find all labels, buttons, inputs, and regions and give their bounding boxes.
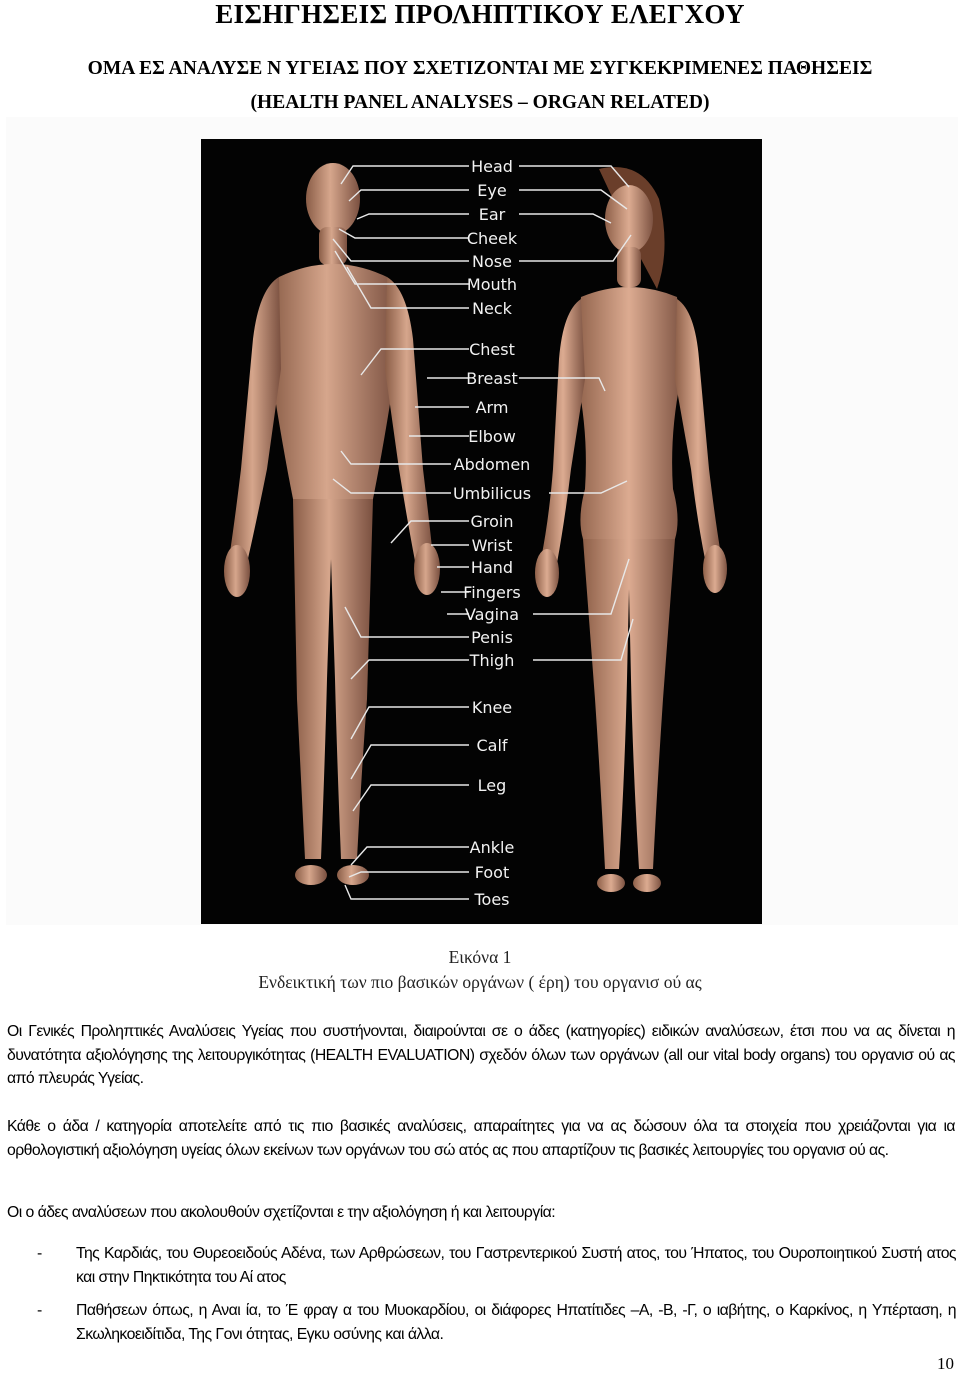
male-right-hand <box>414 543 440 595</box>
anatomy-diagram <box>201 139 762 924</box>
label-breast: Breast <box>466 369 518 388</box>
male-left-hand <box>224 545 250 597</box>
male-left-arm <box>229 277 281 563</box>
label-ankle: Ankle <box>469 838 515 857</box>
label-umbilicus: Umbilicus <box>452 484 532 503</box>
female-torso <box>575 287 683 539</box>
label-cheek: Cheek <box>466 229 518 248</box>
label-fingers: Fingers <box>463 583 521 602</box>
label-thigh: Thigh <box>469 651 515 670</box>
section-subtitle-english: (HEALTH PANEL ANALYSES – ORGAN RELATED) <box>250 92 710 113</box>
section-subtitle: ΟΜΑ ΕΣ ΑΝΑΛΥΣΕ Ν ΥΓΕΙΑΣ ΠΟΥ ΣΧΕΤΙΖΟΝΤΑΙ ΜΕ ΣΥΓΚΕΚΡΙΜΕΝΕΣ ΠΑΘΗΣΕΙΣ <box>87 58 873 79</box>
male-right-arm <box>385 277 433 561</box>
male-neck <box>319 227 347 265</box>
figure-caption-number: Εικόνα 1 <box>448 947 512 967</box>
paragraph-groups: Κάθε ο άδα / κατηγορία αποτελείτε από τις πιο βασικές αναλύσεις, απαραίτητες για να ας δώσουν όλα τα στοιχεία που χρειάζονται για ια ορθολογιστική αξιολόγηση υγείας όλων εκείνων των οργάνων του σώ ατός ας που απαρτίζουν τις βασικές λειτουργίες του οργανισ ού ας. <box>7 1118 955 1159</box>
list-item-text: Της Καρδιάς, του Θυρεοειδούς Αδένα, των Αρθρώσεων, του Γαστρεντερικού Συστή ατος, του Ήπατος, του Ουροποιητικού Συστή ατος και στην Πηκτικότητα του Αί ατος <box>76 1245 956 1286</box>
label-neck: Neck <box>472 299 512 318</box>
label-hand: Hand <box>470 558 514 577</box>
female-right-hand <box>703 545 727 593</box>
label-elbow: Elbow <box>468 427 516 446</box>
male-left-foot <box>295 865 327 885</box>
list-dash: - <box>37 1302 42 1319</box>
label-penis: Penis <box>471 628 513 647</box>
female-right-foot <box>633 874 661 892</box>
female-figure <box>535 167 727 892</box>
label-eye: Eye <box>477 181 507 200</box>
label-knee: Knee <box>471 698 513 717</box>
label-groin: Groin <box>470 512 514 531</box>
label-chest: Chest <box>469 340 515 359</box>
female-head <box>605 185 653 253</box>
label-head: Head <box>471 157 513 176</box>
label-ear: Ear <box>478 205 506 224</box>
figure-caption-text: Ενδεικτική των πιο βασικών οργάνων ( έρη) του οργανισ ού ας <box>258 972 702 992</box>
label-toes: Toes <box>474 890 510 909</box>
page-number: 10 <box>937 1354 954 1373</box>
label-calf: Calf <box>476 736 508 755</box>
label-abdomen: Abdomen <box>453 455 531 474</box>
anatomy-svg <box>201 139 762 924</box>
page-title: ΕΙΣΗΓΗΣΕΙΣ ΠΡΟΛΗΠΤΙΚΟΥ ΕΛΕΓΧΟΥ <box>215 0 745 29</box>
female-right-arm <box>675 299 721 559</box>
paragraph-intro: Οι Γενικές Προληπτικές Αναλύσεις Υγείας που συστήνονται, διαιρούνται σε ο άδες (κατηγορίες) ειδικών αναλύσεων, έτσι που να ας δίνεται η δυνατότητα αξιολόγησης της λειτουργικότητας (HEALTH EVALUATION) σχεδόν όλων των οργάνων (all our vital body organs) του οργανισ ού ας από πλευράς Υγείας. <box>7 1023 955 1087</box>
list-dash: - <box>37 1245 42 1262</box>
paragraph-list-intro: Οι ο άδες αναλύσεων που ακολουθούν σχετίζονται ε την αξιολόγηση ή και λειτουργία: <box>7 1204 556 1221</box>
male-legs <box>293 499 373 859</box>
female-left-arm <box>541 299 585 563</box>
label-leg: Leg <box>477 776 507 795</box>
label-mouth: Mouth <box>466 275 518 294</box>
female-left-hand <box>535 549 559 597</box>
label-nose: Nose <box>472 252 512 271</box>
female-left-foot <box>597 874 625 892</box>
label-vagina: Vagina <box>464 605 520 624</box>
label-wrist: Wrist <box>471 536 513 555</box>
label-arm: Arm <box>475 398 509 417</box>
body-part-labels <box>453 157 531 909</box>
female-legs <box>583 539 675 869</box>
label-foot: Foot <box>474 863 510 882</box>
list-item-text: Παθήσεων όπως, η Αναι ία, το Έ φραγ α του Μυοκαρδίου, οι διάφορες Ηπατίτιδες –Α, -Β, -Γ, ο ιαβήτης, ο Καρκίνος, η Υπέρταση, η Σκωληκοειδίτιδα, Της Γονι ότητας, Εγκυ οσύνης και άλλα. <box>76 1302 956 1343</box>
female-neck <box>617 247 641 287</box>
